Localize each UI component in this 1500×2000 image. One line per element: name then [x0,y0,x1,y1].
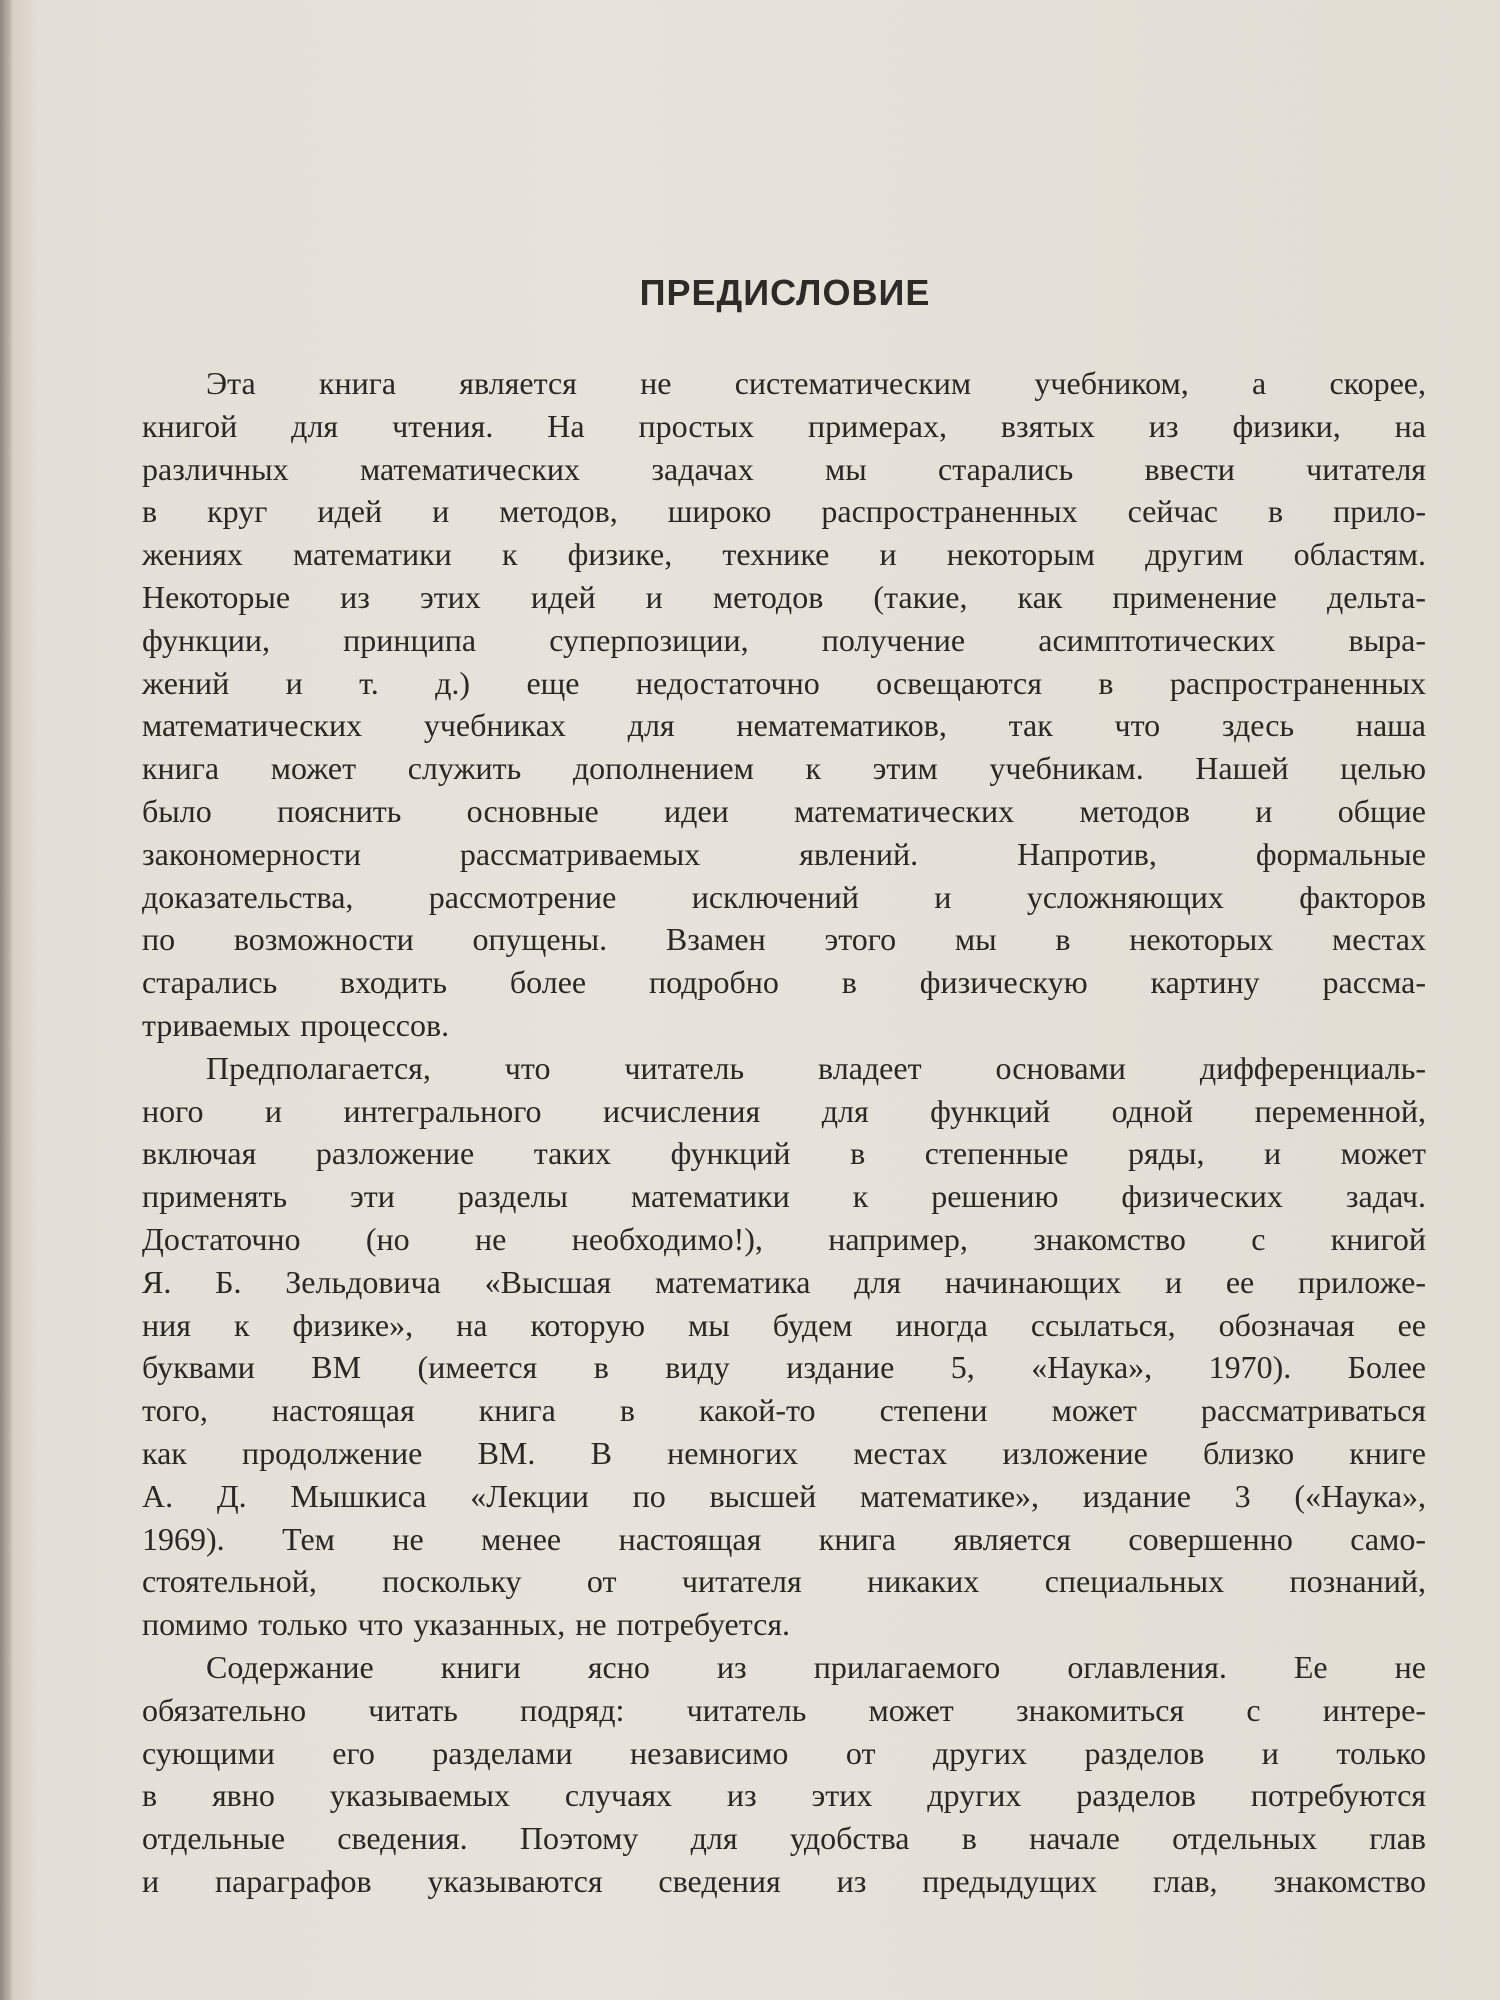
text-line: жениях математики к физике, технике и некоторым другим областям. [142,536,1426,573]
text-line: доказательства, рассмотрение исключений и усложняющих факторов [142,878,1426,915]
text-line: книгой для чтения. На простых примерах, взятых из физики, на [142,407,1426,444]
text-line: включая разложение таких функций в степенные ряды, и может [142,1135,1426,1172]
paragraph [142,362,1426,1047]
text-line: функции, принципа суперпозиции, получение асимптотических выра- [142,621,1426,658]
text-line: помимо только что указанных, не потребуется. [142,1606,791,1643]
text-line: Содержание книги ясно из прилагаемого оглавления. Ее не [206,1648,1426,1685]
paragraph [142,1047,1426,1646]
text-line: стоятельной, поскольку от читателя никаких специальных познаний, [142,1563,1426,1600]
text-line: как продолжение ВМ. В немногих местах изложение близко книге [142,1434,1426,1471]
text-line: 1969). Тем не менее настоящая книга является совершенно само- [142,1520,1426,1557]
text-line: различных математических задачах мы старались ввести читателя [142,450,1426,487]
text-line: Достаточно (но не необходимо!), например, знакомство с книгой [142,1220,1426,1257]
text-line: Эта книга является не систематическим учебником, а скорее, [206,365,1426,401]
text-line: в круг идей и методов, широко распространенных сейчас в прило- [142,493,1426,530]
text-line: и параграфов указываются сведения из предыдущих глав, знакомство [142,1862,1426,1899]
text-line: книга может служить дополнением к этим учебникам. Нашей целью [142,750,1426,787]
text-line: сующими его разделами независимо от других разделов и только [142,1734,1426,1771]
text-line: ного и интегрального исчисления для функций одной переменной, [142,1092,1426,1129]
page-title: ПРЕДИСЛОВИЕ [639,272,931,313]
text-line: Некоторые из этих идей и методов (такие, как применение дельта- [142,578,1426,615]
text-line: буквами ВМ (имеется в виду издание 5, «Наука», 1970). Более [142,1349,1426,1386]
paragraph [142,1646,1426,1903]
text-line: Я. Б. Зельдовича «Высшая математика для начинающих и ее приложе- [142,1263,1426,1300]
text-line: ния к физике», на которую мы будем иногда ссылаться, обозначая ее [142,1306,1426,1343]
text-line: того, настоящая книга в какой-то степени может рассматриваться [142,1392,1426,1429]
text-line: математических учебниках для нематематиков, так что здесь наша [142,707,1426,744]
text-line: отдельные сведения. Поэтому для удобства в начале отдельных глав [142,1820,1426,1857]
text-line: в явно указываемых случаях из этих других разделов потребуются [142,1777,1426,1814]
text-line: закономерности рассматриваемых явлений. Напротив, формальные [142,835,1426,872]
text-line: по возможности опущены. Взамен этого мы в некоторых местах [142,921,1426,958]
text-line: триваемых процессов. [142,1006,450,1043]
text-line: обязательно читать подряд: читатель может знакомиться с интере- [142,1691,1426,1728]
text-line: А. Д. Мышкиса «Лекции по высшей математике», издание 3 («Наука», [142,1477,1426,1514]
text-line: жений и т. д.) еще недостаточно освещаются в распространенных [142,664,1426,701]
text-line: старались входить более подробно в физическую картину рассма- [142,964,1426,1001]
text-line: применять эти разделы математики к решению физических задач. [142,1178,1426,1215]
preface-body [142,362,1426,1903]
text-line: было пояснить основные идеи математических методов и общие [142,792,1426,829]
text-line: Предполагается, что читатель владеет основами дифференциаль- [206,1049,1426,1086]
